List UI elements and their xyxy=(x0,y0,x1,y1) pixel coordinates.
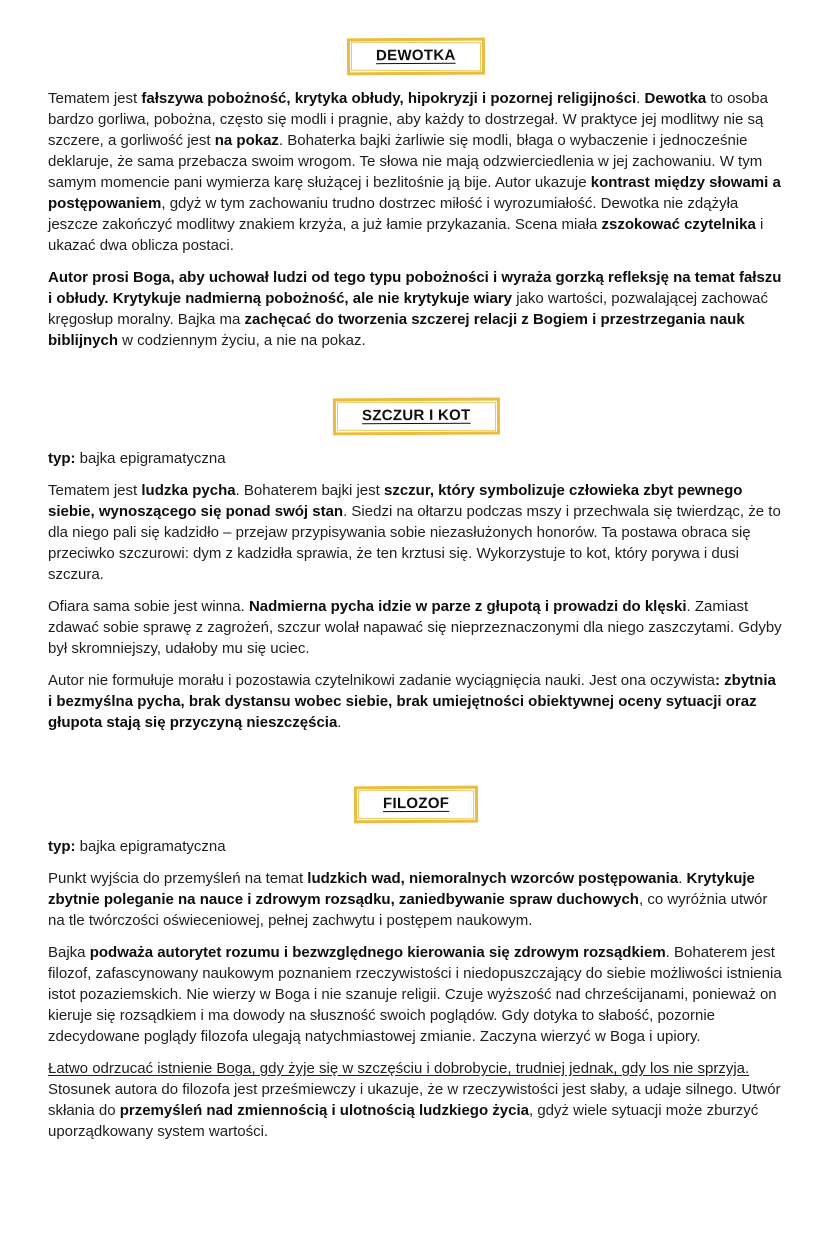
text-run: ludzkich wad, niemoralnych wzorców postępowania xyxy=(307,870,679,887)
text-run: ludzka pycha xyxy=(141,482,236,499)
type-value: bajka epigramatyczna xyxy=(75,450,226,467)
section-header-box xyxy=(347,38,485,76)
text-run: Krytykuje zbytnie poleganie na nauce i zdrowym rozsądku, zaniedbywanie spraw duchowych xyxy=(48,870,755,908)
fable-section-dewotka xyxy=(48,38,784,351)
paragraph xyxy=(48,1058,784,1142)
text-run: Nadmierna pycha idzie w parze z głupotą i prowadzi do klęski xyxy=(248,598,687,615)
text-run: Punkt wyjścia do przemyśleń na temat xyxy=(48,870,308,887)
text-run: fałszywa pobożność, krytyka obłudy, hipokryzji i pozornej religijności xyxy=(141,90,637,107)
paragraph xyxy=(48,596,784,659)
text-run: podważa autorytet rozumu i bezwzględnego kierowania się zdrowym rozsądkiem xyxy=(89,944,666,961)
paragraph xyxy=(48,88,784,256)
type-value: bajka epigramatyczna xyxy=(75,838,226,855)
text-run: Ofiara sama sobie jest winna. xyxy=(48,598,249,615)
text-run: Tematem jest xyxy=(48,482,142,499)
text-run: przemyśleń nad zmiennością i ulotnością ludzkiego życia xyxy=(119,1102,529,1119)
type-label: typ: xyxy=(48,838,76,855)
paragraph xyxy=(48,267,784,351)
text-run: w codziennym życiu, a nie na pokaz. xyxy=(118,332,366,349)
text-run: . xyxy=(636,90,645,107)
text-run: . Siedzi na ołtarzu podczas mszy i przechwala się twierdząc, że to dla niego pali się kadzidło – przejaw przypisywania sobie niezasłużonych honorów. Ta postawa obraca się przeciwko szczurowi: dym z kadzidła sprawia, że ten krztusi się. Wykorzystuje to kot, który porywa i dusi szczura. xyxy=(48,503,781,583)
section-title: FILOZOF xyxy=(382,794,450,813)
section-header-box xyxy=(333,398,500,436)
text-run: zachęcać do tworzenia szczerej relacji z Bogiem i przestrzegania nauk biblijnych xyxy=(48,311,745,349)
text-run: : zbytnia i bezmyślna pycha, brak dystansu wobec siebie, brak umiejętności obiektywnej oceny sytuacji oraz głupota stają się przyczyną nieszczęścia xyxy=(48,672,776,731)
section-title: DEWOTKA xyxy=(376,46,456,65)
paragraph xyxy=(48,480,784,585)
section-title: SZCZUR I KOT xyxy=(361,406,471,425)
text-run: . Bohaterem jest filozof, zafascynowany naukowym poznaniem rzeczywistości i niedopuszczający do siebie możliwości istnienia istot pozaziemskich. Nie wierzy w Boga i nie szanuje religii. Czuje wyższość nad chrześcijanami, ponieważ on kieruje się rozsądkiem i ma dowody na słuszność swoich poglądów. Gdy dotyka to słabość, pozornie zdecydowane poglądy filozofa ulegają natychmiastowej zmianie. Zaczyna wierzyć w Boga i upiory. xyxy=(48,944,782,1045)
text-run: zszokować czytelnika xyxy=(601,216,756,233)
paragraph xyxy=(48,942,784,1047)
text-run: Dewotka xyxy=(644,90,707,107)
text-run: szczur, który symbolizuje człowieka zbyt pewnego siebie, wynoszącego się ponad swój stan xyxy=(48,482,743,520)
type-line xyxy=(48,836,784,857)
text-run: . Zamiast zdawać sobie sprawę z zagrożeń, szczur wolał napawać się nieprzeznaczonymi dla niego zaszczytami. Gdyby był skromniejszy, udałoby mu się uciec. xyxy=(48,598,782,657)
text-run: na pokaz xyxy=(214,132,279,149)
text-run: , gdyż wiele sytuacji może zburzyć uporządkowany system wartości. xyxy=(48,1102,759,1140)
text-run: Łatwo odrzucać istnienie Boga, gdy żyje się w szczęściu i dobrobycie, trudniej jednak, gdy los nie sprzyja. xyxy=(48,1060,750,1077)
text-run: Stosunek autora do filozofa jest prześmiewczy i ukazuje, że w rzeczywistości jest słaby, a udaje silnego. Utwór skłania do xyxy=(48,1081,781,1119)
section-header-wrap xyxy=(48,398,784,435)
text-run: Autor nie formułuje morału i pozostawia czytelnikowi zadanie wyciągnięcia nauki. Jest ona oczywista xyxy=(48,672,715,689)
text-run: Autor prosi Boga, aby uchował ludzi od tego typu pobożności i wyraża gorzką refleksję na temat fałszu i obłudy. Krytykuje nadmierną pobożność, ale nie krytykuje wiary xyxy=(48,269,782,307)
text-run: . xyxy=(337,714,342,731)
text-run: kontrast między słowami a postępowaniem xyxy=(48,174,781,212)
paragraph xyxy=(48,670,784,733)
section-header-wrap xyxy=(48,38,784,75)
text-run: , gdyż w tym zachowaniu trudno dostrzec miłość i wyrozumiałość. Dewotka nie zdążyła jeszcze zakończyć modlitwy znakiem krzyża, a już łamie przykazania. Scena miała xyxy=(48,195,739,233)
text-run: i ukazać dwa oblicza postaci. xyxy=(48,216,764,254)
text-run: . Bohaterem bajki jest xyxy=(235,482,384,499)
type-line xyxy=(48,448,784,469)
paragraph xyxy=(48,868,784,931)
text-run: to osoba bardzo gorliwa, pobożna, często się modli i pragnie, aby każdy to dostrzegał. W praktyce jej modlitwy nie są szczere, a gorliwość jest xyxy=(48,90,768,149)
section-header-wrap xyxy=(48,786,784,823)
fable-section-filozof xyxy=(48,786,784,1142)
type-label: typ: xyxy=(48,450,76,467)
text-run: , co wyróżnia utwór na tle twórczości oświeceniowej, pełnej zachwytu i postępem naukowym. xyxy=(48,891,768,929)
text-run: . Bohaterka bajki żarliwie się modli, błaga o wybaczenie i jednocześnie deklaruje, że sama przebacza swoim wrogom. Te słowa nie mają odzwierciedlenia w jej zachowaniu. W tym samym momencie pani wymierza karę służącej i bezlitośnie ją bije. Autor ukazuje xyxy=(48,132,763,191)
text-run: jako wartości, pozwalającej zachować kręgosłup moralny. Bajka ma xyxy=(48,290,768,328)
text-run: Tematem jest xyxy=(48,90,142,107)
text-run: . xyxy=(678,870,687,887)
text-run: Bajka xyxy=(48,944,90,961)
section-header-box xyxy=(354,786,478,824)
fable-section-szczur-i-kot xyxy=(48,398,784,733)
